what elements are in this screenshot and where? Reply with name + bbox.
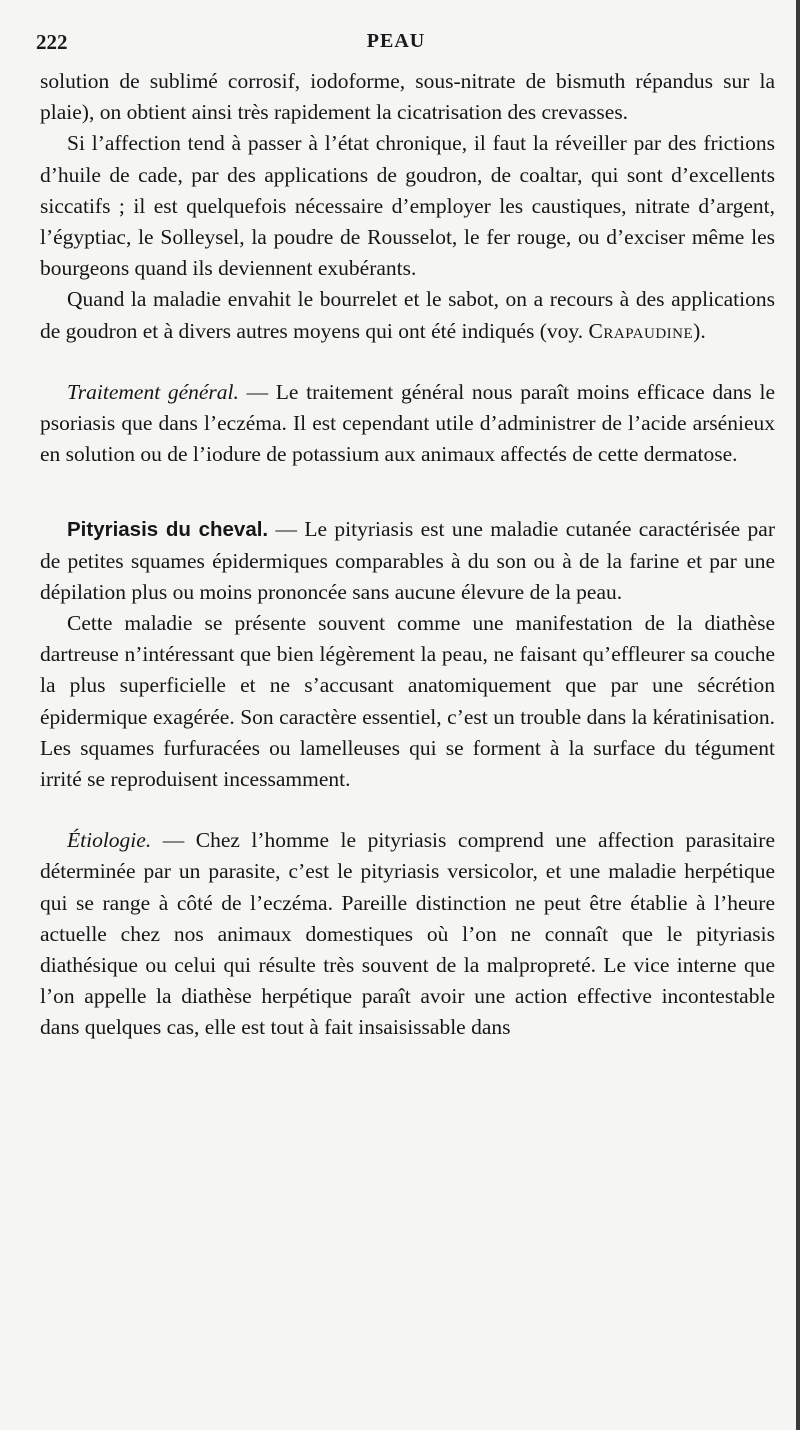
paragraph-hoof-end: ). <box>693 318 706 343</box>
section-heading-etiologie: Étiologie. <box>67 828 152 853</box>
paragraph-etiologie <box>40 825 775 1043</box>
cross-reference-crapaudine: Crapaudine <box>588 318 694 343</box>
pityriasis-intro-text: — Le pityriasis est une maladie cutanée caractérisée par de petites squames épidermiques comparables à du son ou à de la farine et par une dépilation plus ou moins prononcée sans aucune élevure de la peau. <box>40 517 775 604</box>
section-heading-traitement-general: Traitement général. <box>67 379 239 404</box>
etiologie-text: — Chez l’homme le pityriasis comprend une affection parasitaire déterminée par un parasite, c’est le pityriasis versicolor, et une maladie herpétique qui se range à côté de l’eczéma. Pareille distinction ne peut être établie à l’heure actuelle chez nos animaux domestiques où l’on ne connaît que le pityriasis diathésique ou celui qui résulte très souvent de la malpropreté. Le vice interne que l’on appelle la diathèse herpétique paraît avoir une action effective incontestable dans quelques cas, elle est tout à fait insaisissable dans <box>40 828 775 1040</box>
page-number: 222 <box>36 30 68 54</box>
paragraph-pityriasis-description: Cette maladie se présente souvent comme une manifestation de la diathèse dartreuse n’intéressant que bien légèrement la peau, ne faisant qu’effleurer sa couche la plus superficielle et ne s’accusant anatomiquement que par une sécrétion épidermique exagérée. Son caractère essentiel, c’est un trouble dans la kératinisation. Les squames furfuracées ou lamelleuses qui se forment à la surface du tégument irrité se reproduisent incessamment. <box>40 611 775 792</box>
page-header <box>36 30 756 60</box>
general-treatment-text: — Le traitement général nous paraît moins efficace dans le psoriasis que dans l’eczéma. Il est cependant utile d’administrer de l’acide arsénieux en solution ou de l’iodure de potassium aux animaux affectés de cette dermatose. <box>40 379 775 467</box>
section-heading-pityriasis: Pityriasis du cheval. <box>67 518 269 542</box>
paragraph-hoof-text: Quand la maladie envahit le bourrelet et le sabot, on a recours à des applications de goudron et à divers autres moyens qui ont été indiqués (voy. <box>40 287 775 343</box>
paragraph-pityriasis-intro <box>40 514 775 608</box>
paragraph-chronic-treatment: Si l’affection tend à passer à l’état chronique, il faut la réveiller par des frictions d’huile de cade, par des applications de goudron, de coaltar, qui sont d’excellents siccatifs ; il est quelquefois nécessaire d’employer les caustiques, nitrate d’argent, l’égyptiac, le Solleysel, la poudre de Rousselot, le fer rouge, ou d’exciser même les bourgeons quand ils deviennent exubérants. <box>40 131 775 281</box>
page-spine-edge <box>796 0 800 1430</box>
paragraph-continuation: solution de sublimé corrosif, iodoforme, sous-nitrate de bismuth répandus sur la plaie), on obtient ainsi très rapidement la cicatrisation des crevasses. <box>40 69 775 125</box>
running-title: PEAU <box>366 30 426 52</box>
page-body <box>40 66 775 1044</box>
paragraph-hoof-treatment <box>40 284 775 346</box>
paragraph-general-treatment <box>40 377 775 471</box>
